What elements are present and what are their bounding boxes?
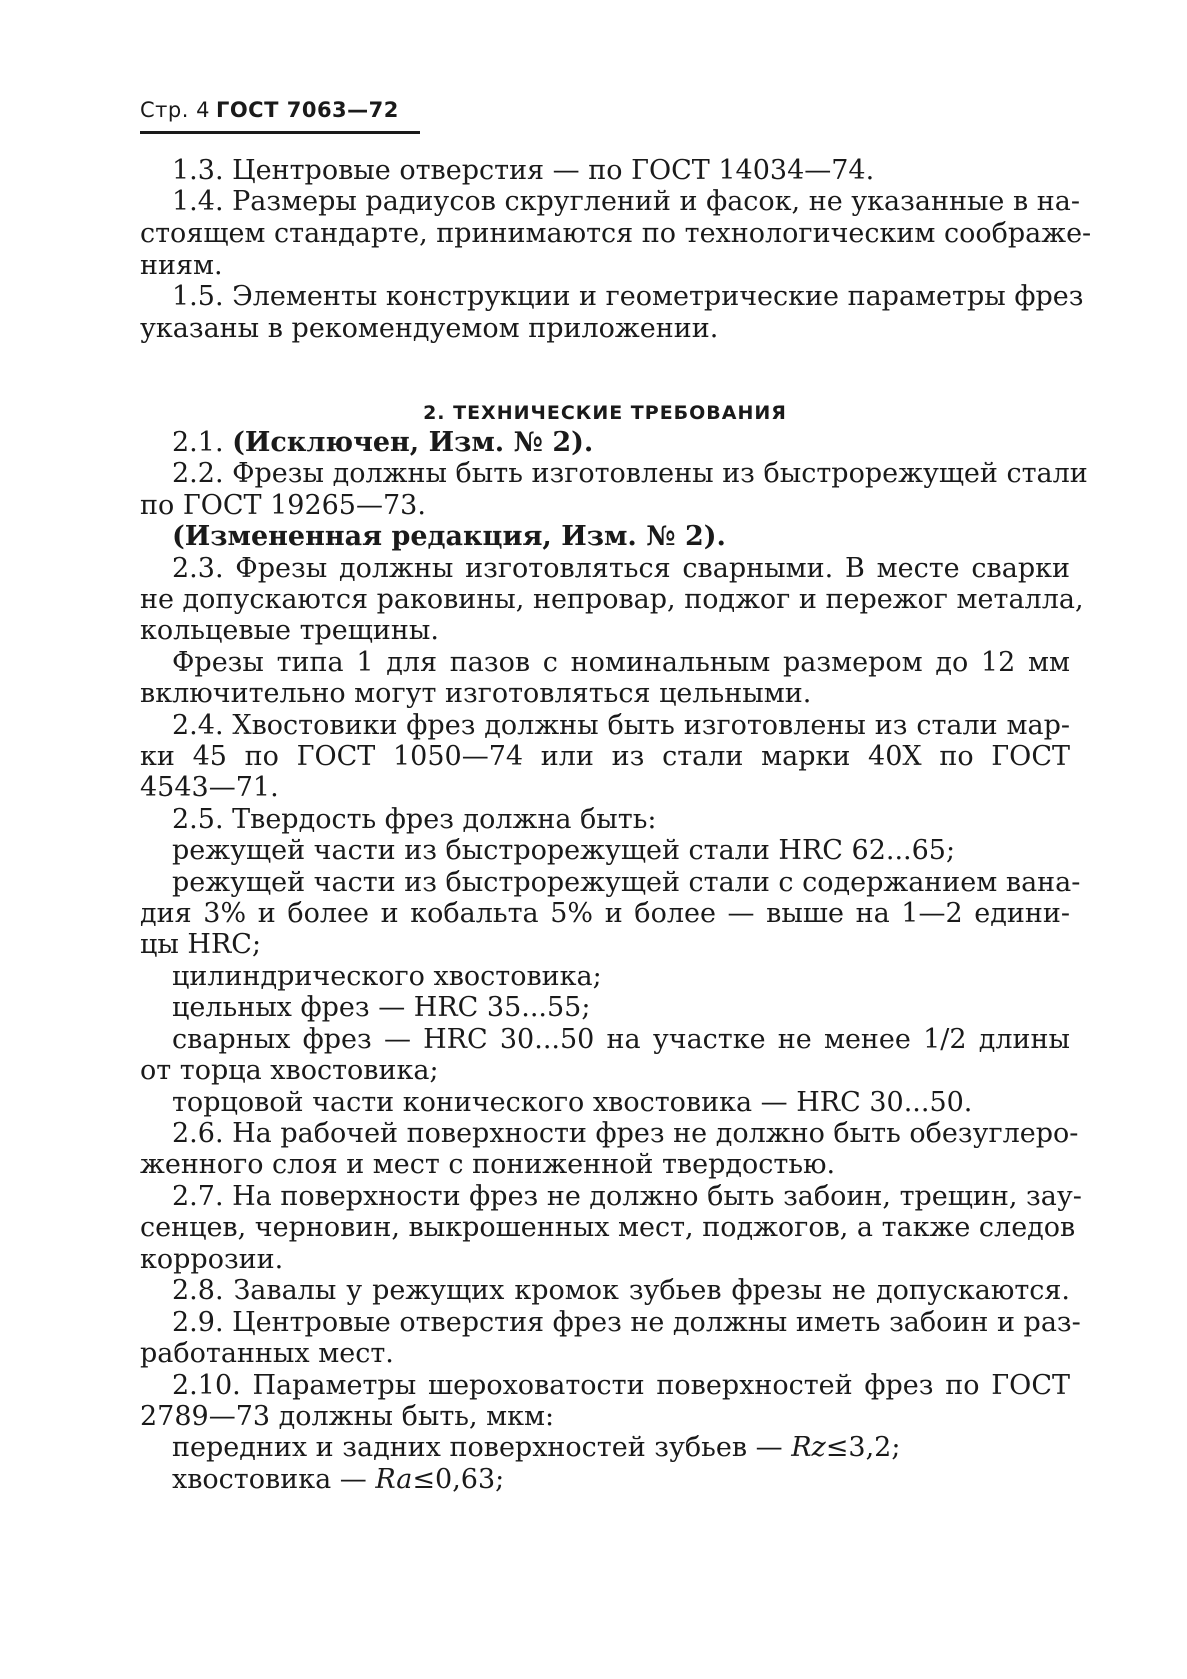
text-line: режущей части из быстрорежущей стали с содержанием вана- — [172, 867, 1081, 898]
paragraph-2-9: 2.9. Центровые отверстия фрез не должны иметь забоин и раз- — [172, 1307, 1081, 1338]
text-line: не допускаются раковины, непровар, поджог и пережог металла, — [140, 584, 1084, 615]
text-line: цы HRC; — [140, 929, 262, 960]
text-line: от торца хвостовика; — [140, 1055, 439, 1086]
paragraph-2-10: 2.10. Параметры шероховатости поверхностей фрез по ГОСТ — [172, 1370, 1070, 1401]
text-line: коррозии. — [140, 1244, 284, 1275]
page-number: Стр. 4 — [140, 98, 210, 122]
roughness-shank — [140, 1464, 1070, 1496]
paragraph-2-7: 2.7. На поверхности фрез не должно быть забоин, трещин, зау- — [172, 1181, 1082, 1212]
roughness-label: передних и задних поверхностей зубьев — — [172, 1432, 792, 1463]
paragraph-2-5: 2.5. Твердость фрез должна быть: — [172, 804, 657, 835]
roughness-symbol: Rz — [791, 1432, 826, 1463]
text-line: ки 45 по ГОСТ 1050—74 или из стали марки 40Х по ГОСТ — [140, 741, 1070, 772]
text-line: женного слоя и мест с пониженной твердостью. — [140, 1149, 836, 1180]
section-title: 2. ТЕХНИЧЕСКИЕ ТРЕБОВАНИЯ — [423, 402, 787, 424]
roughness-value: ≤3,2; — [825, 1432, 901, 1463]
paragraph-1-4: 1.4. Размеры радиусов скруглений и фасок, не указанные в на- — [172, 186, 1080, 217]
text-line: сварных фрез — HRC 30...50 на участке не менее 1/2 длины — [172, 1024, 1070, 1055]
text-line: работанных мест. — [140, 1338, 394, 1369]
text-line: 4543—71. — [140, 772, 279, 803]
roughness-symbol: Ra — [375, 1464, 413, 1495]
text-line: включительно могут изготовляться цельными. — [140, 678, 812, 709]
paragraph-2-1 — [140, 427, 1070, 459]
text-line: цилиндрического хвостовика; — [172, 961, 602, 992]
text-line: стоящем стандарте, принимаются по технологическим соображе- — [140, 218, 1092, 249]
text-line: сенцев, черновин, выкрошенных мест, поджогов, а также следов — [140, 1212, 1076, 1243]
text-line: 2789—73 должны быть, мкм: — [140, 1401, 555, 1432]
text-line: кольцевые трещины. — [140, 615, 439, 646]
page-header — [140, 98, 399, 122]
clause-number: 2.1. — [172, 427, 224, 458]
paragraph-2-6: 2.6. На рабочей поверхности фрез не должно быть обезуглеро- — [172, 1118, 1079, 1149]
header-rule — [140, 131, 420, 134]
text-line: режущей части из быстрорежущей стали HRC 62...65; — [172, 835, 956, 866]
text-line: ниям. — [140, 250, 223, 281]
paragraph-type1: Фрезы типа 1 для пазов с номинальным размером до 12 мм — [172, 647, 1070, 678]
paragraph-2-8: 2.8. Завалы у режущих кромок зубьев фрезы не допускаются. — [172, 1275, 1070, 1306]
text-line: по ГОСТ 19265—73. — [140, 490, 426, 521]
roughness-value: ≤0,63; — [412, 1464, 505, 1495]
paragraph-2-2: 2.2. Фрезы должны быть изготовлены из быстрорежущей стали — [172, 458, 1088, 489]
text-line: торцовой части конического хвостовика — HRC 30...50. — [172, 1087, 973, 1118]
paragraph-1-3: 1.3. Центровые отверстия — по ГОСТ 14034—74. — [172, 155, 875, 186]
amendment-note: (Измененная редакция, Изм. № 2). — [172, 521, 726, 552]
paragraph-1-5: 1.5. Элементы конструкции и геометрические параметры фрез — [172, 281, 1084, 312]
paragraph-2-3: 2.3. Фрезы должны изготовляться сварными. В месте сварки — [172, 553, 1070, 584]
text-line: дия 3% и более и кобальта 5% и более — выше на 1—2 едини- — [140, 898, 1070, 929]
clause-note: (Исключен, Изм. № 2). — [232, 427, 594, 458]
paragraph-2-4: 2.4. Хвостовики фрез должны быть изготовлены из стали мар- — [172, 710, 1070, 741]
text-line: цельных фрез — HRC 35...55; — [172, 992, 591, 1023]
standard-id: ГОСТ 7063—72 — [215, 98, 399, 122]
roughness-teeth — [140, 1432, 1070, 1464]
roughness-label: хвостовика — — [172, 1464, 376, 1495]
text-line: указаны в рекомендуемом приложении. — [140, 313, 719, 344]
